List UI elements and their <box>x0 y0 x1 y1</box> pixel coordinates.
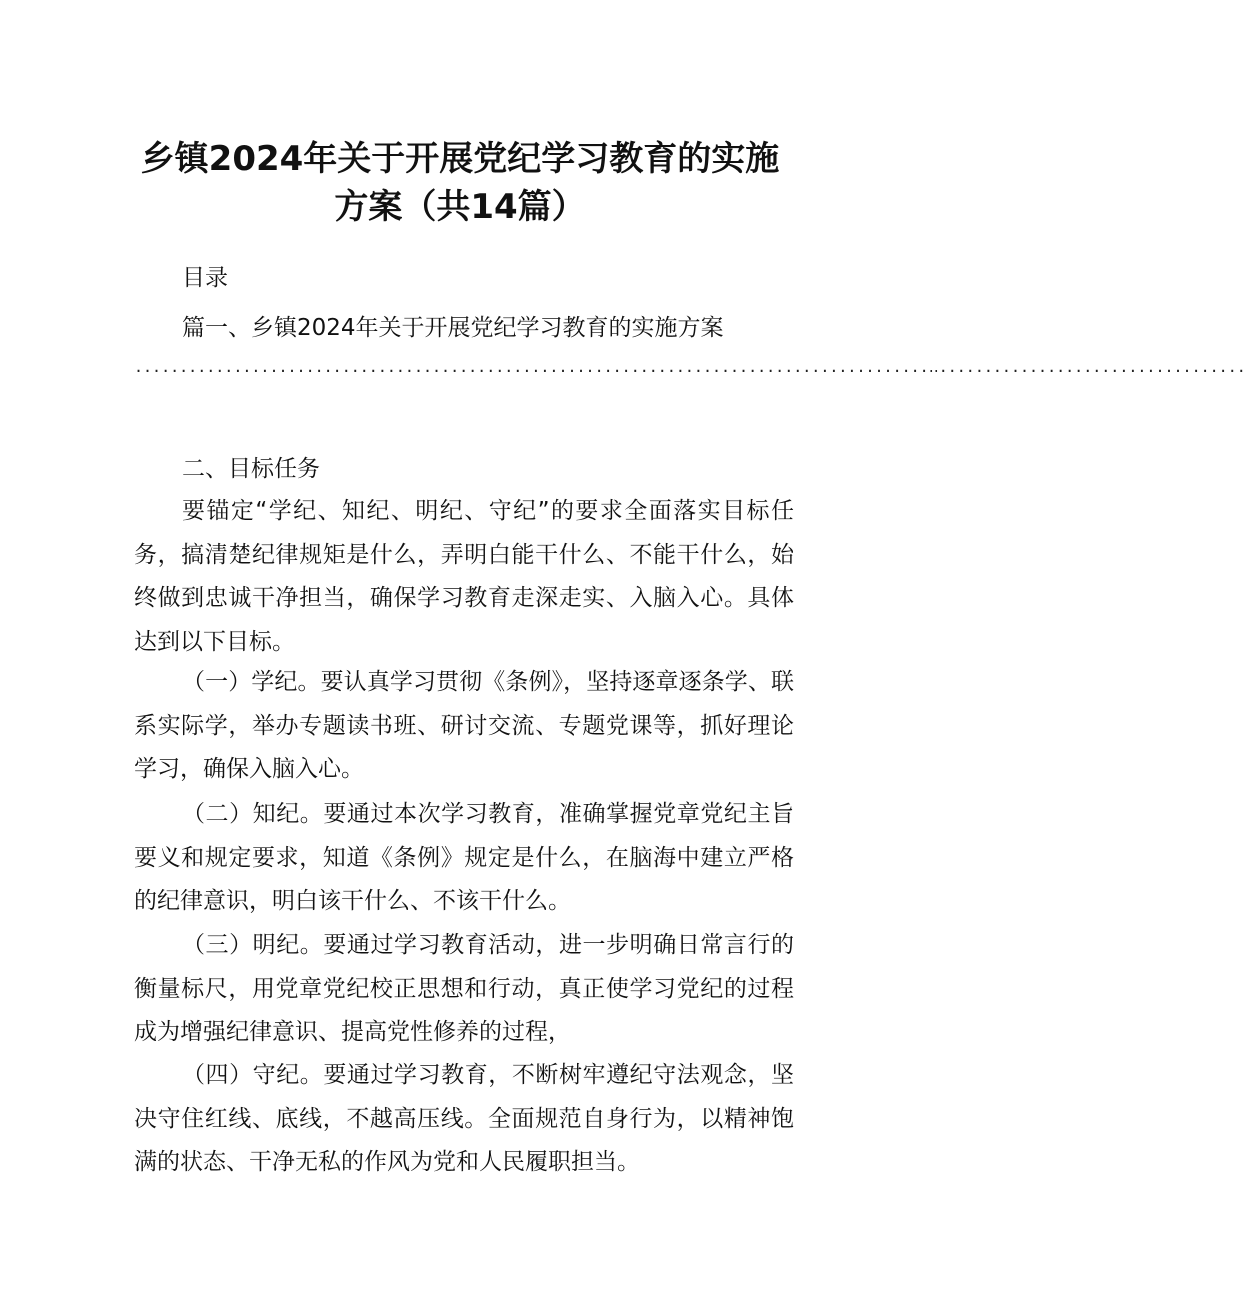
intro-paragraph: 要锚定“学纪、知纪、明纪、守纪”的要求全面落实目标任务，搞清楚纪律规矩是什么，弄明白能干什么、不能干什么，始终做到忠诚干净担当，确保学习教育走深走实、入脑入心。具体达到以下目标。 <box>134 498 794 655</box>
toc-heading: 目录 <box>182 265 228 291</box>
toc-leader-dots: ........................................................................................‥.................................. <box>134 358 1246 376</box>
document-title-line-2: 方案（共14篇） <box>334 187 586 227</box>
paragraph-item-2: （二）知纪。要通过本次学习教育，准确掌握党章党纪主旨要义和规定要求，知道《条例》规定是什么，在脑海中建立严格的纪律意识，明白该干什么、不该干什么。 <box>134 801 794 914</box>
paragraph-item-4: （四）守纪。要通过学习教育，不断树牢遵纪守法观念，坚决守住红线、底线，不越高压线。全面规范自身行为，以精神饱满的状态、干净无私的作风为党和人民履职担当。 <box>134 1062 794 1175</box>
paragraph-item-3: （三）明纪。要通过学习教育活动，进一步明确日常言行的衡量标尺，用党章党纪校正思想和行动，真正使学习党纪的过程成为增强纪律意识、提高党性修养的过程， <box>134 932 794 1045</box>
paragraph-item-1: （一）学纪。要认真学习贯彻《条例》，坚持逐章逐条学、联系实际学，举办专题读书班、研讨交流、专题党课等，抓好理论学习，确保入脑入心。 <box>134 669 794 782</box>
document-title-line-1: 乡镇2024年关于开展党纪学习教育的实施 <box>140 139 780 179</box>
toc-item: 篇一、乡镇2024年关于开展党纪学习教育的实施方案 <box>182 315 724 341</box>
section-heading: 二、目标任务 <box>182 456 320 482</box>
